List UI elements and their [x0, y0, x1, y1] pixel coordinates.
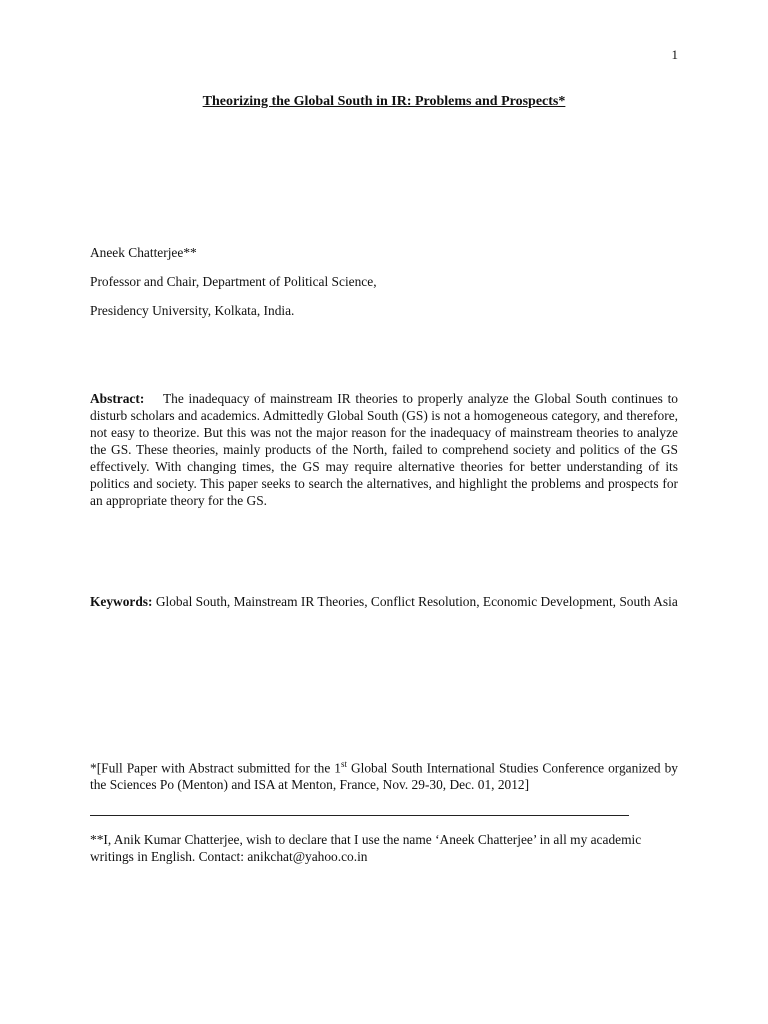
footnote-separator-rule [90, 815, 629, 816]
conference-footnote [90, 756, 678, 793]
keywords-paragraph [90, 593, 678, 610]
page-number: 1 [671, 47, 678, 62]
author-affiliation: Presidency University, Kolkata, India. [90, 303, 295, 318]
keywords-label: Keywords: [90, 594, 153, 609]
conference-footnote-text-start: *[Full Paper with Abstract submitted for the 1 [90, 760, 341, 776]
abstract-text: The inadequacy of mainstream IR theories to properly analyze the Global South continues to disturb scholars and academics. Admittedly Global South (GS) is not a homogeneous category, and therefore, not easy to theorize. But this was not the major reason for the inadequacy of mainstream theories to analyze the GS. These theories, mainly products of the North, failed to comprehend society and politics of the GS effectively. With changing times, the GS may require alternative theories for better understanding of its politics and society. This paper seeks to search the alternatives, and highlight the problems and prospects for an appropriate theory for the GS. [90, 391, 678, 508]
author-position: Professor and Chair, Department of Political Science, [90, 274, 377, 289]
conference-footnote-superscript: st [340, 759, 347, 769]
paper-title: Theorizing the Global South in IR: Problems and Prospects* [202, 94, 566, 109]
conference-footnote-text-end: Global South International Studies Conference organized by the Sciences Po (Menton) and ISA at Menton, France, Nov. 29-30, Dec. 01, 2012] [90, 760, 678, 793]
name-declaration-footnote: **I, Anik Kumar Chatterjee, wish to declare that I use the name ‘Aneek Chatterjee’ in all my academic writings in English. Contact: anikchat@yahoo.co.in [90, 832, 642, 864]
author-name: Aneek Chatterjee** [90, 245, 197, 260]
keywords-text: Global South, Mainstream IR Theories, Conflict Resolution, Economic Development, South Asia [155, 594, 678, 609]
abstract-label: Abstract: [90, 391, 145, 406]
abstract-paragraph [90, 390, 678, 509]
